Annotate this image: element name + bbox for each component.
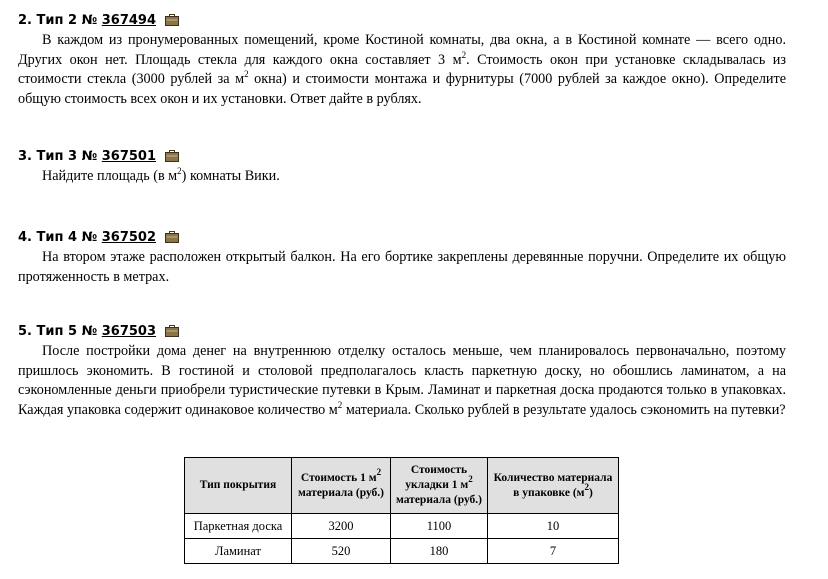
problem-number: 2. Тип 2 № [18, 13, 98, 28]
briefcase-icon[interactable] [165, 231, 179, 243]
cell-material-cost: 520 [292, 539, 391, 564]
cell-laying-cost: 1100 [391, 514, 488, 539]
problem-header [18, 229, 786, 247]
header-cover-type: Тип покрытия [185, 458, 292, 514]
table-row [185, 514, 619, 539]
problem-id-link[interactable]: 367503 [101, 324, 157, 339]
problem-text: В каждом из пронумерованных помещений, кроме Костиной комнаты, два окна, а в Костиной комнате — всего одно. Других окон нет. Площадь стекла для каждого окна составляет 3 $м^2$. Стоимость окон при установке складывалась из стоимости стекла (3000 рублей за $м^2$ окна) и стоимости монтажа и фурнитуры (7000 рублей за каждое окно). Определите общую стоимость всех окон и их установки. Ответ дайте в рублях. [18, 32, 787, 107]
cell-cover-type: Паркетная доска [185, 514, 292, 539]
problem-2 [18, 12, 786, 109]
cell-package-amount: 10 [488, 514, 619, 539]
problem-number: 5. Тип 5 № [18, 324, 98, 339]
briefcase-icon[interactable] [165, 325, 179, 337]
problem-text: Найдите площадь (в $м^2$) комнаты Вики. [42, 166, 280, 184]
problem-header [18, 148, 786, 166]
problem-3 [18, 148, 786, 187]
header-package-amount: Количество материала в упаковке $(м^2)$ [488, 458, 619, 514]
briefcase-icon[interactable] [165, 14, 179, 26]
problem-4 [18, 229, 786, 287]
materials-table [184, 457, 619, 564]
problem-text: На втором этаже расположен открытый балкон. На его бортике закреплены деревянные поручни. Определите их общую протяженность в метрах. [18, 249, 786, 285]
problem-id-link[interactable]: 367502 [101, 230, 157, 245]
table-row [185, 539, 619, 564]
header-material-cost: Стоимость 1 $м^2$ материала (руб.) [292, 458, 391, 514]
briefcase-icon[interactable] [165, 150, 179, 162]
cell-laying-cost: 180 [391, 539, 488, 564]
problem-number: 3. Тип 3 № [18, 149, 98, 164]
problem-text: После постройки дома денег на внутреннюю отделку осталось меньше, чем планировалось первоначально, поэтому пришлось экономить. В гостиной и столовой предполагалось класть паркетную доску, но обошлись ламинатом, а на сэкономленные деньги приобрели туристические путевки в Крым. Ламинат и паркетная доска продаются только в упаковках. Каждая упаковка содержит одинаковое количество $м^2$ материала. Сколько рублей в результате удалось сэкономить на путевки? [18, 343, 786, 418]
header-laying-cost: Стоимость укладки 1 $м^2$ материала (руб.) [391, 458, 488, 514]
problem-id-link[interactable]: 367501 [101, 149, 157, 164]
problem-id-link[interactable]: 367494 [101, 13, 157, 28]
problem-header [18, 12, 786, 30]
problem-number: 4. Тип 4 № [18, 230, 98, 245]
cell-cover-type: Ламинат [185, 539, 292, 564]
cell-package-amount: 7 [488, 539, 619, 564]
table-header-row [185, 458, 619, 514]
problem-header [18, 323, 786, 341]
cell-material-cost: 3200 [292, 514, 391, 539]
problem-5 [18, 323, 786, 420]
